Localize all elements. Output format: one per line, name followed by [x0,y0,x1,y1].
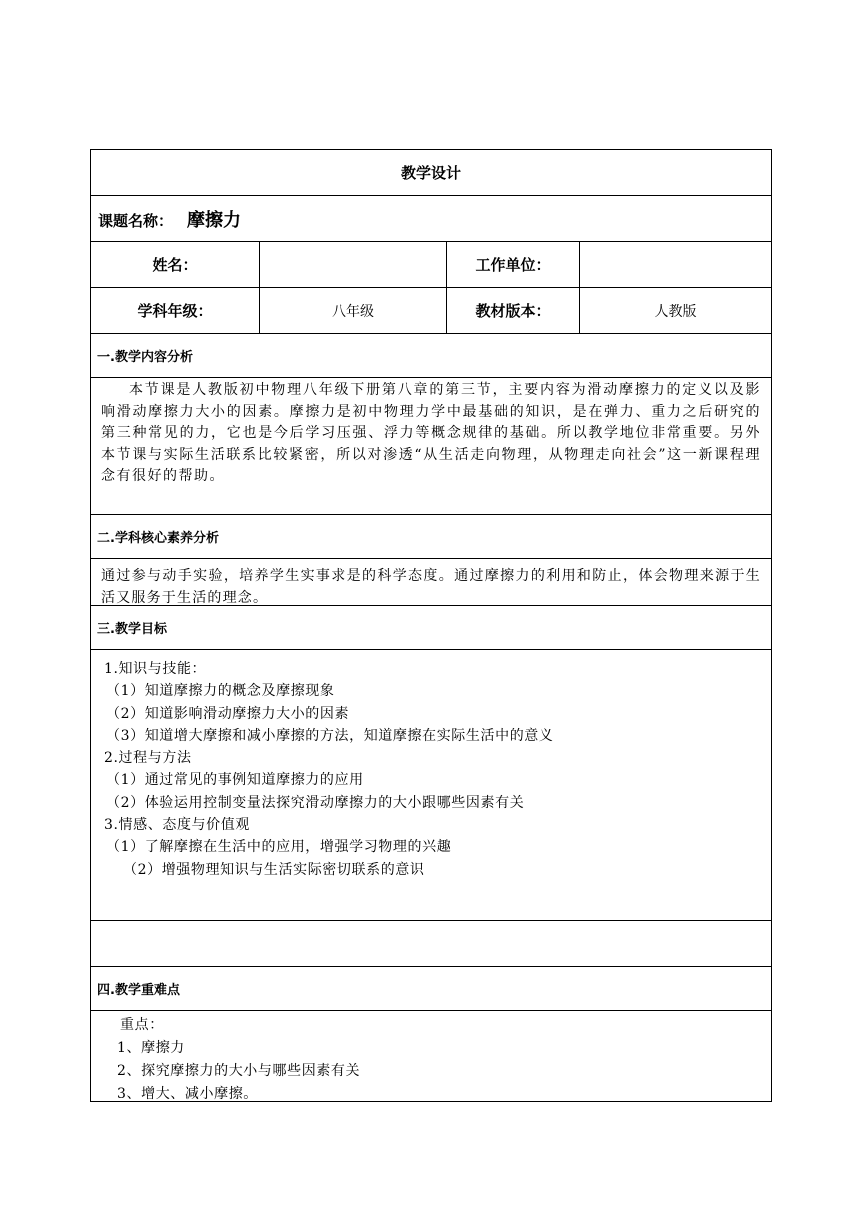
key-point-line: 3、增大、减小摩擦。 [117,1086,258,1102]
objective-line: 3.情感、态度与价值观 [104,817,250,834]
section-body-core-literacy [91,559,772,606]
content-analysis-text: 本节课是人教版初中物理八年级下册第八章的第三节，主要内容为滑动摩擦力的定义以及影响滑动摩擦力大小的因素。摩擦力是初中物理力学中最基础的知识，是在弹力、重力之后研究的第三种常见的力，它也是今后学习压强、浮力等概念规律的基础。所以教学地位非常重要。另外本节课与实际生活联系比较紧密，所以对渗透“从生活走向物理，从物理走向社会”这一新课程理念有很好的帮助。 [101,382,762,484]
name-value [260,242,447,288]
objective-line: （2）知道影响滑动摩擦力大小的因素 [106,705,350,722]
key-point-line: 1、摩擦力 [117,1040,185,1056]
grade-value: 八年级 [260,288,447,334]
objective-line: （3）知道增大摩擦和减小摩擦的方法，知道摩擦在实际生活中的意义 [106,727,554,744]
grade-label: 学科年级： [91,288,260,334]
objective-line: （1）知道摩擦力的概念及摩擦现象 [106,683,335,700]
lesson-design-table [90,149,772,1102]
section-body-content-analysis [91,378,772,515]
objective-line: （2）增强物理知识与生活实际密切联系的意识 [123,861,425,878]
key-point-line: 重点： [120,1017,164,1033]
objective-line: （1）了解摩擦在生活中的应用，增强学习物理的兴趣 [106,839,452,856]
objective-line: 2.过程与方法 [104,750,192,767]
objective-line: 1.知识与技能： [104,661,207,677]
core-literacy-text: 通过参与动手实验，培养学生实事求是的科学态度。通过摩擦力的利用和防止，体会物理来源于生活又服务于生活的理念。 [101,568,762,606]
unit-value [580,242,772,288]
objective-line: （1）通过常见的事例知道摩擦力的应用 [106,772,364,789]
section-heading-key-points: 四.教学重难点 [91,967,772,1011]
topic-row [91,196,772,242]
objectives-list [91,650,771,920]
section-heading-core-literacy: 二.学科核心素养分析 [91,515,772,559]
section-heading-objectives: 三.教学目标 [91,606,772,650]
section-body-key-points [91,1011,772,1102]
unit-label: 工作单位： [447,242,580,288]
section-body-objectives [91,650,772,921]
empty-row [91,921,772,967]
edition-value: 人教版 [580,288,772,334]
topic-value: 摩擦力 [187,209,242,231]
name-label: 姓名： [91,242,260,288]
section-heading-content-analysis: 一.教学内容分析 [91,334,772,378]
key-point-line: 2、探究摩擦力的大小与哪些因素有关 [117,1063,361,1079]
edition-label: 教材版本： [447,288,580,334]
topic-label: 课题名称： [98,211,174,230]
key-points-list [91,1011,771,1101]
document-title: 教学设计 [91,150,772,196]
objective-line: （2）体验运用控制变量法探究滑动摩擦力的大小跟哪些因素有关 [106,794,525,811]
